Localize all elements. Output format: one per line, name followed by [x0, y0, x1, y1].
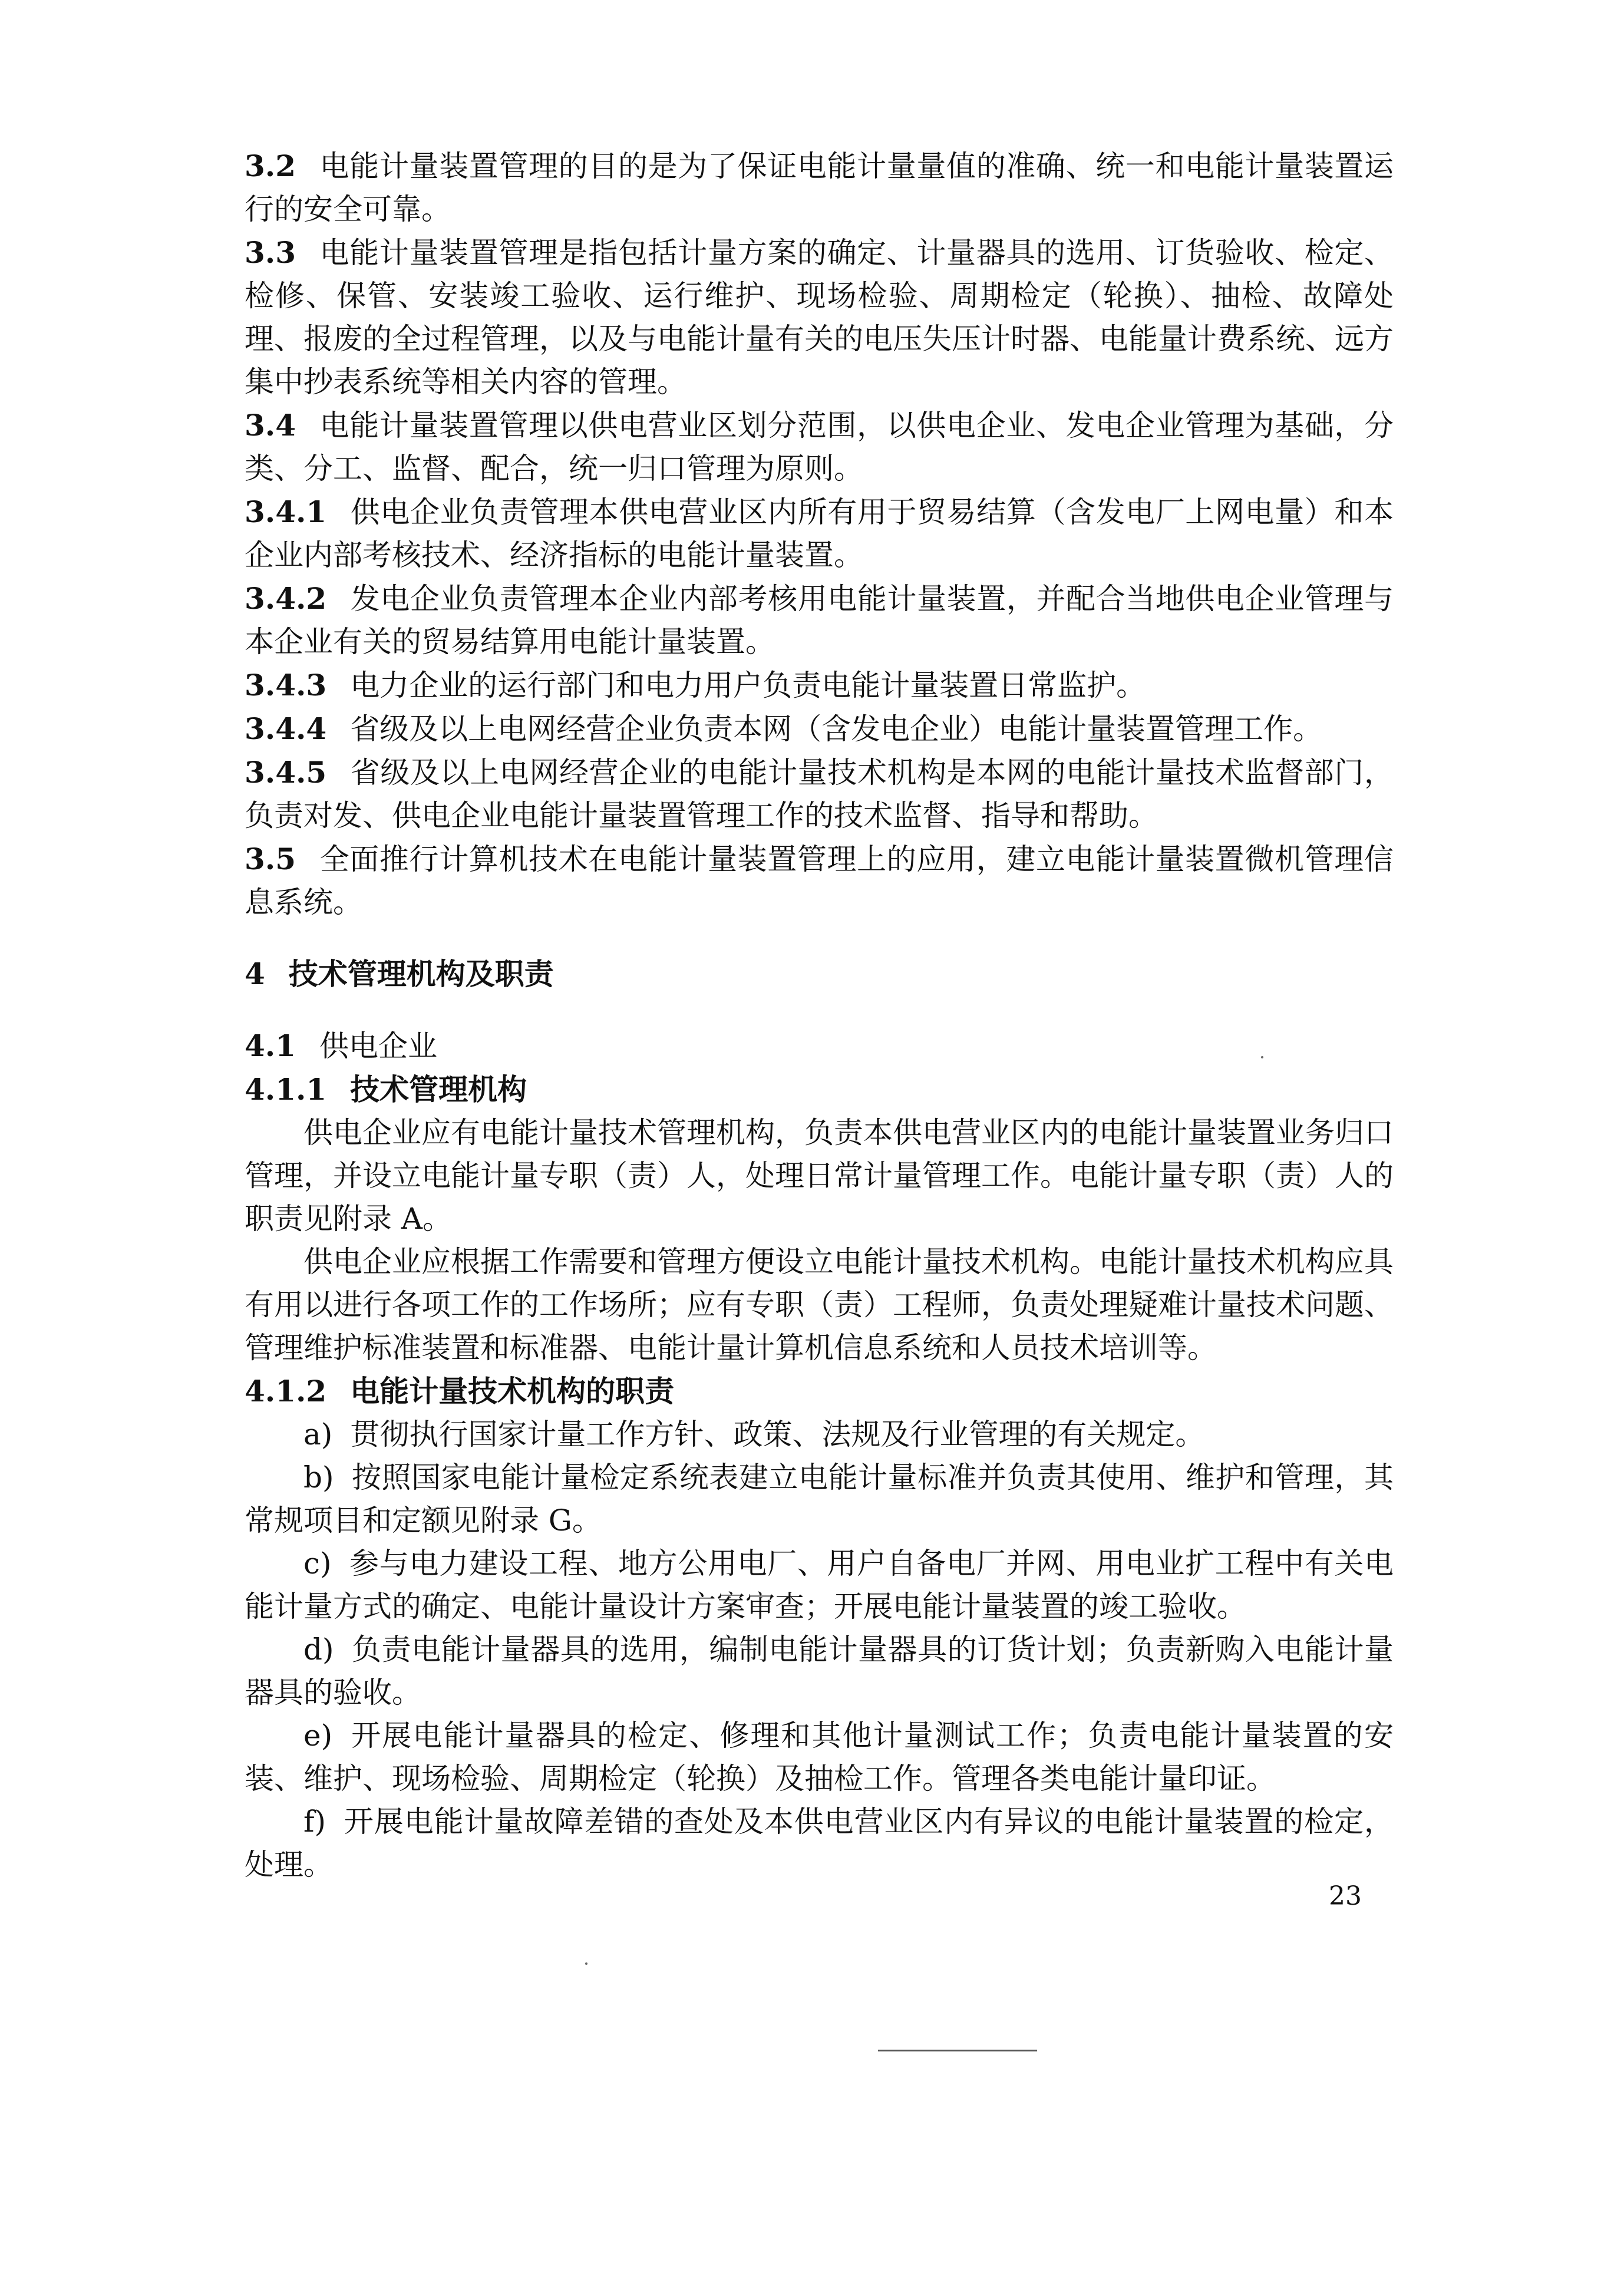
clause-3-4-3: [245, 664, 1394, 707]
clause-number: 3.4.3: [245, 668, 327, 702]
clause-3-4-2: [245, 577, 1394, 664]
section-title: 供电企业: [319, 1029, 437, 1063]
clause-number: 3.4.2: [245, 581, 327, 616]
list-item-text: 开展电能计量器具的检定、修理和其他计量测试工作；负责电能计量装置的安装、维护、现场检验、周期检定（轮换）及抽检工作。管理各类电能计量印证。: [245, 1718, 1394, 1796]
clause-3-4-1: [245, 490, 1394, 577]
section-number: 4.1: [245, 1028, 296, 1063]
list-item-label: f): [303, 1805, 326, 1839]
chapter-title: 技术管理机构及职责: [288, 956, 554, 991]
list-item-label: d): [303, 1632, 334, 1667]
list-item: [245, 1542, 1394, 1628]
list-item: [245, 1800, 1394, 1886]
scan-speck: [585, 1962, 587, 1965]
section-4-1-heading: [245, 1024, 1394, 1068]
clause-text: 电能计量装置管理的目的是为了保证电能计量量值的准确、统一和电能计量装置运行的安全可靠。: [245, 149, 1394, 226]
list-item-text: 贯彻执行国家计量工作方针、政策、法规及行业管理的有关规定。: [350, 1417, 1205, 1452]
list-item: [245, 1456, 1394, 1542]
scan-speck: [1261, 1056, 1263, 1058]
clause-text: 电能计量装置管理以供电营业区划分范围，以供电企业、发电企业管理为基础，分类、分工、监督、配合，统一归口管理为原则。: [245, 408, 1394, 486]
list-item-label: c): [303, 1546, 332, 1581]
clause-number: 3.4.1: [245, 494, 327, 529]
clause-number: 3.4: [245, 408, 296, 443]
clause-text: 电力企业的运行部门和电力用户负责电能计量装置日常监护。: [350, 668, 1146, 702]
section-4-1-2-heading: [245, 1370, 1394, 1413]
list-item: [245, 1413, 1394, 1456]
list-item-text: 按照国家电能计量检定系统表建立电能计量标准并负责其使用、维护和管理，其常规项目和定额见附录 G。: [245, 1460, 1394, 1538]
list-item-label: b): [303, 1460, 334, 1495]
clause-text: 发电企业负责管理本企业内部考核用电能计量装置，并配合当地供电企业管理与本企业有关的贸易结算用电能计量装置。: [245, 582, 1394, 659]
section-title: 技术管理机构: [350, 1072, 527, 1107]
chapter-number: 4: [245, 956, 265, 991]
clause-3-4-5: [245, 751, 1394, 837]
clause-3-2: [245, 144, 1394, 231]
list-item-text: 参与电力建设工程、地方公用电厂、用户自备电厂并网、用电业扩工程中有关电能计量方式的确定、电能计量设计方案审查；开展电能计量装置的竣工验收。: [245, 1546, 1394, 1624]
clause-text: 省级及以上电网经营企业的电能计量技术机构是本网的电能计量技术监督部门，负责对发、供电企业电能计量装置管理工作的技术监督、指导和帮助。: [245, 756, 1394, 833]
list-item: [245, 1714, 1394, 1800]
body-text: [245, 144, 1394, 1886]
clause-3-4: [245, 404, 1394, 490]
list-item-text: 开展电能计量故障差错的查处及本供电营业区内有异议的电能计量装置的检定，处理。: [245, 1805, 1394, 1882]
list-item-label: a): [303, 1417, 333, 1452]
section-4-1-1-heading: [245, 1068, 1394, 1111]
clause-3-3: [245, 231, 1394, 404]
list-item: [245, 1628, 1394, 1714]
clause-number: 3.4.4: [245, 711, 327, 746]
clause-number: 3.3: [245, 235, 296, 270]
section-number: 4.1.1: [245, 1072, 327, 1107]
clause-text: 电能计量装置管理是指包括计量方案的确定、计量器具的选用、订货验收、检定、检修、保管、安装竣工验收、运行维护、现场检验、周期检定（轮换）、抽检、故障处理、报废的全过程管理，以及与电能计量有关的电压失压计时器、电能量计费系统、远方集中抄表系统等相关内容的管理。: [245, 236, 1394, 399]
list-item-label: e): [303, 1718, 333, 1753]
list-item-text: 负责电能计量器具的选用，编制电能计量器具的订货计划；负责新购入电能计量器具的验收。: [245, 1632, 1394, 1710]
clause-3-5: [245, 837, 1394, 924]
clause-text: 供电企业负责管理本供电营业区内所有用于贸易结算（含发电厂上网电量）和本企业内部考核技术、经济指标的电能计量装置。: [245, 495, 1394, 572]
clause-number: 3.5: [245, 842, 296, 876]
clause-3-4-4: [245, 707, 1394, 751]
scan-artifact-line: [878, 2050, 1037, 2051]
clause-number: 3.4.5: [245, 755, 327, 790]
chapter-4-heading: [245, 952, 1394, 996]
clause-text: 全面推行计算机技术在电能计量装置管理上的应用，建立电能计量装置微机管理信息系统。: [245, 842, 1394, 919]
section-title: 电能计量技术机构的职责: [350, 1374, 675, 1408]
paragraph: 供电企业应根据工作需要和管理方便设立电能计量技术机构。电能计量技术机构应具有用以进行各项工作的工作场所；应有专职（责）工程师，负责处理疑难计量技术问题、管理维护标准装置和标准器、电能计量计算机信息系统和人员技术培训等。: [245, 1245, 1394, 1365]
clause-text: 省级及以上电网经营企业负责本网（含发电企业）电能计量装置管理工作。: [350, 712, 1323, 746]
paragraph: 供电企业应有电能计量技术管理机构，负责本供电营业区内的电能计量装置业务归口管理，并设立电能计量专职（责）人，处理日常计量管理工作。电能计量专职（责）人的职责见附录 A。: [245, 1116, 1394, 1236]
page-number: 23: [1329, 1881, 1362, 1911]
clause-number: 3.2: [245, 149, 296, 183]
section-number: 4.1.2: [245, 1374, 327, 1408]
